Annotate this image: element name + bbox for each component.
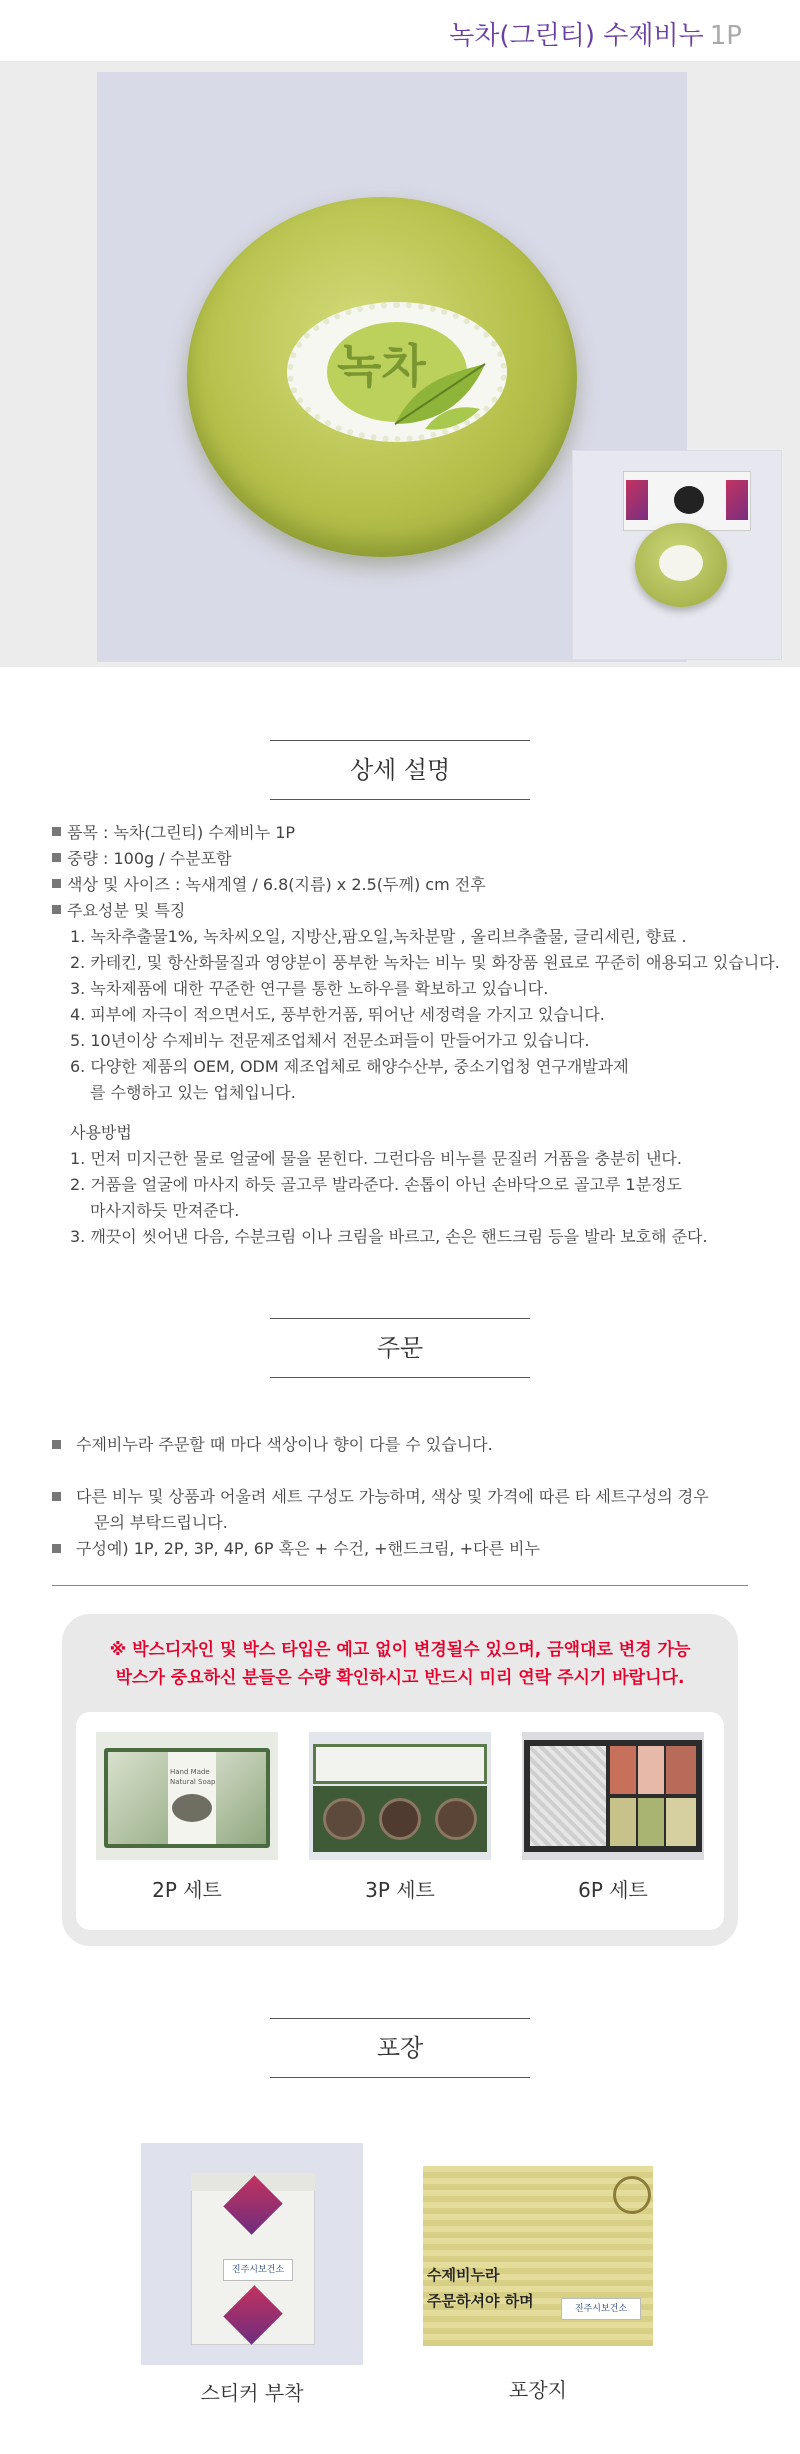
usage-item: 2. 거품을 얼굴에 마사지 하듯 골고루 발라준다. 손톱이 아닌 손바닥으로 골고루 1분정도 [70,1175,682,1194]
sticker-label: 진주시보건소 [223,2259,293,2281]
feature-item: 4. 피부에 자극이 적으면서도, 풍부한거품, 뛰어난 세정력을 가지고 있습니다. [70,1005,605,1024]
square-bullet-icon [52,879,61,888]
box-window [674,486,704,514]
sticker-box-photo [141,2143,363,2365]
set-options-panel [62,1614,738,1946]
detail-text: 주요성분 및 특징 [67,901,186,920]
order-divider [52,1585,748,1586]
details-list [52,820,792,1250]
thumbnail-soap-label [659,545,703,581]
order-note [52,1536,792,1562]
order-note-text: 다른 비누 및 상품과 어울려 세트 구성도 가능하며, 색상 및 가격에 따른 타 세트구성의 경우 [76,1487,709,1506]
label-text: 녹차 [337,339,426,393]
box-text: Hand Made [170,1768,210,1776]
feature-item-continued: 를 수행하고 있는 업체입니다. [90,1083,296,1102]
set-3p-photo [309,1732,491,1860]
soap-label [287,302,507,442]
feature-item: 3. 녹차제품에 대한 꾸준한 연구를 통한 노하우를 확보하고 있습니다. [70,979,549,998]
order-note-text: 문의 부탁드립니다. [94,1513,228,1532]
set-caption: 6P 세트 [578,1878,648,1902]
square-bullet-icon [52,1440,61,1449]
feature-item: 1. 녹차추출물1%, 녹차씨오일, 지방산,팜오일,녹차분말 , 올리브추출물, 글리세린, 향료 . [70,927,687,946]
square-bullet-icon [52,827,61,836]
packaging-caption: 스티커 부착 [200,2381,304,2405]
product-name: 녹차(그린티) 수제비누 [449,21,704,51]
page-header [0,0,800,62]
product-quantity: 1P [709,21,742,51]
feature-item: 2. 카테킨, 및 항산화물질과 영양분이 풍부한 녹차는 비누 및 화장품 원료로 꾸준히 애용되고 있습니다. [70,953,780,972]
order-note-continued [52,1510,792,1536]
packaging-section-title: 포장 [270,2018,530,2078]
set-caption: 2P 세트 [152,1878,222,1902]
product-title [449,15,742,52]
order-note-text: 수제비누라 주문할 때 마다 색상이나 향이 다를 수 있습니다. [76,1435,493,1454]
warning-line: 박스가 중요하신 분들은 수량 확인하시고 반드시 미리 연락 주시기 바랍니다. [115,1668,685,1688]
box-decoration-left [626,480,648,520]
sticker-label: 진주시보건소 [561,2298,641,2320]
set-2p-photo [96,1732,278,1860]
usage-item-continued: 마사지하듯 만져준다. [90,1201,240,1220]
usage-item: 3. 깨끗이 씻어낸 다음, 수분크림 이나 크림을 바르고, 손은 핸드크림 등을 발라 보호해 준다. [70,1227,708,1246]
box-decoration-right [726,480,748,520]
feature-item: 6. 다양한 제품의 OEM, ODM 제조업체로 해양수산부, 중소기업청 연구개발과제 [70,1057,629,1076]
details-section-title: 상세 설명 [270,740,530,800]
square-bullet-icon [52,1544,61,1553]
detail-item [52,820,792,846]
usage-title: 사용방법 [70,1123,132,1142]
set-option-6p[interactable] [522,1732,704,1903]
set-gallery [76,1712,724,1930]
detail-item [52,872,792,898]
square-bullet-icon [52,1492,61,1501]
set-option-3p[interactable] [309,1732,491,1903]
set-caption: 3P 세트 [365,1878,435,1902]
detail-text: 중량 : 100g / 수분포함 [67,849,232,868]
square-bullet-icon [52,905,61,914]
packaging-wrap[interactable] [423,2166,653,2403]
wrapping-paper-photo [423,2166,653,2346]
detail-item [52,846,792,872]
thumbnail-box [623,471,751,531]
feature-item: 5. 10년이상 수제비누 전문제조업체서 전문소퍼들이 만들어가고 있습니다. [70,1031,590,1050]
thumbnail-soap [635,523,727,607]
order-note-text: 구성예) 1P, 2P, 3P, 4P, 6P 혹은 + 수건, +핸드크림, +다른 비누 [76,1539,540,1558]
square-bullet-icon [52,853,61,862]
box-text: Natural Soap [170,1778,216,1786]
set-option-2p[interactable] [96,1732,278,1903]
detail-item [52,898,792,924]
wrap-text: 주문하셔야 하며 [427,2292,534,2310]
order-note [52,1432,792,1458]
detail-text: 품목 : 녹차(그린티) 수제비누 1P [67,823,296,842]
set-6p-photo [522,1732,704,1860]
packaging-caption: 포장지 [509,2378,567,2402]
packaging-sticker[interactable] [141,2143,363,2406]
leaf-icon [385,354,495,434]
wrap-text: 수제비누라 [427,2266,500,2284]
warning-line: ※ 박스디자인 및 박스 타입은 예고 없이 변경될수 있으며, 금액대로 변경 가능 [109,1640,691,1660]
usage-item: 1. 먼저 미지근한 물로 얼굴에 물을 묻힌다. 그런다음 비누를 문질러 거품을 충분히 낸다. [70,1149,682,1168]
order-section-title: 주문 [270,1318,530,1378]
hero-thumbnail[interactable] [572,450,782,660]
order-note [52,1484,792,1510]
order-notes [52,1432,792,1562]
detail-text: 색상 및 사이즈 : 녹새계열 / 6.8(지름) x 2.5(두께) cm 전후 [67,875,486,894]
box-change-warning [62,1636,738,1692]
